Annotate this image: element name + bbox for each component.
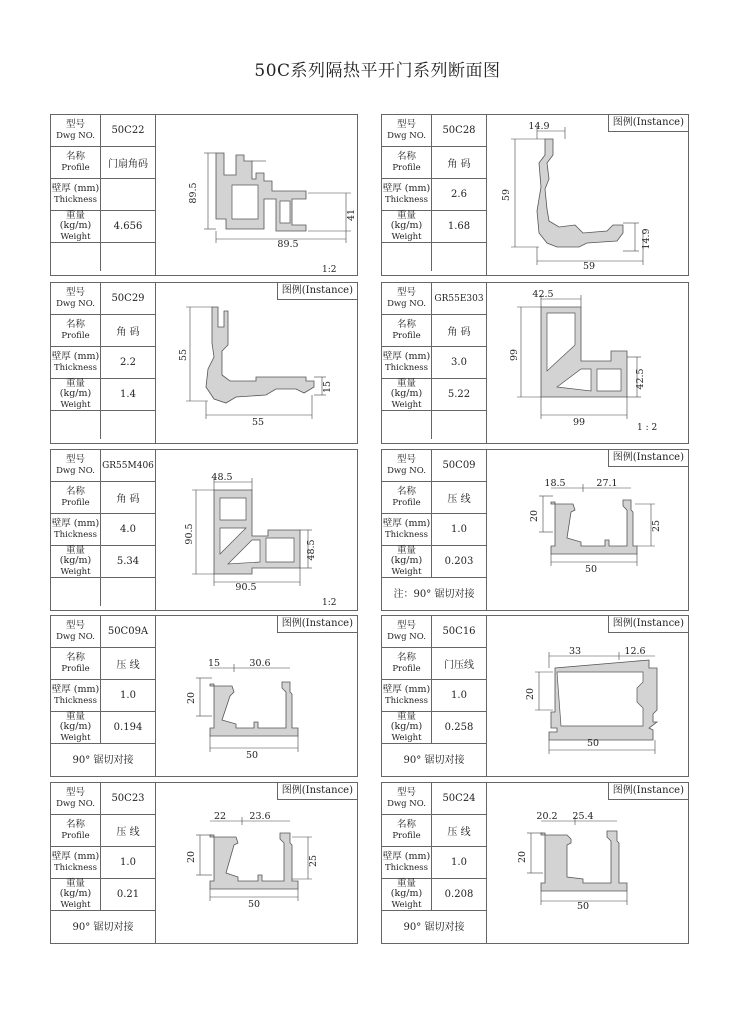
dwg-value: 50C29 — [111, 293, 145, 304]
spec-row-thickness — [51, 514, 155, 546]
dimension-label: 55 — [251, 417, 265, 428]
thickness-value: 1.0 — [451, 690, 467, 701]
dwg-label: 型号 Dwg NO. — [51, 115, 101, 146]
dwg-label: 型号 Dwg NO. — [382, 283, 432, 314]
dimension-label: 50 — [247, 899, 261, 910]
dwg-label: 型号 Dwg NO. — [382, 783, 432, 814]
spec-row-weight — [382, 379, 486, 411]
spec-row-weight — [51, 879, 155, 911]
dimension-label: 12.6 — [624, 646, 646, 657]
spec-table — [382, 616, 487, 776]
spec-row-dwg — [382, 783, 486, 815]
dimension-label: 55 — [178, 348, 189, 362]
profile-card-50c22 — [50, 114, 358, 276]
profile-card-50c09 — [381, 449, 689, 611]
profile-card-gr55e303 — [381, 282, 689, 444]
dwg-value: 50C22 — [111, 125, 145, 136]
weight-value: 5.22 — [447, 389, 471, 400]
profile-card-50c16 — [381, 615, 689, 777]
profile-value: 压 线 — [116, 827, 140, 838]
spec-row-thickness — [382, 179, 486, 211]
profile-value: 角 码 — [116, 494, 140, 505]
spec-row-profile — [382, 815, 486, 847]
instance-tag: 图例(Instance) — [608, 616, 688, 633]
page-title: 50C系列隔热平开门系列断面图 — [254, 61, 501, 81]
dwg-label: 型号 Dwg NO. — [51, 283, 101, 314]
profile-card-50c24 — [381, 782, 689, 944]
profile-card-50c09a — [50, 615, 358, 777]
dimension-label: 20 — [186, 850, 197, 864]
weight-label: 重量 (kg/m) Weight — [51, 712, 101, 743]
spec-table — [382, 283, 487, 443]
dimension-label: 99 — [509, 348, 520, 362]
weight-value: 1.4 — [120, 389, 136, 400]
section-drawing — [487, 115, 688, 275]
profile-value: 角 码 — [447, 159, 471, 170]
instance-tag: 图例(Instance) — [608, 450, 688, 467]
spec-row-weight — [382, 879, 486, 911]
thickness-value: 3.0 — [451, 357, 467, 368]
profile-value: 压 线 — [447, 494, 471, 505]
spec-row-profile — [382, 315, 486, 347]
weight-label: 重量 (kg/m) Weight — [382, 211, 432, 242]
profile-label: 名称 Profile — [382, 815, 432, 846]
profile-card-50c23 — [50, 782, 358, 944]
dimension-label: 14.9 — [528, 121, 550, 132]
dwg-value: 50C09 — [442, 460, 476, 471]
spec-row-note — [51, 411, 155, 439]
cut-note: 注：90° 锯切对接 — [393, 588, 475, 600]
section-drawing — [156, 616, 357, 776]
profile-label: 名称 Profile — [382, 147, 432, 178]
instance-tag: 图例(Instance) — [277, 616, 357, 633]
weight-value: 0.194 — [113, 722, 143, 733]
profile-value: 角 码 — [447, 327, 471, 338]
dimension-label: 90.5 — [235, 582, 257, 593]
spec-row-profile — [51, 147, 155, 179]
spec-row-dwg — [51, 450, 155, 482]
dimension-label: 22 — [213, 811, 227, 822]
spec-row-thickness — [51, 680, 155, 712]
weight-label: 重量 (kg/m) Weight — [382, 379, 432, 410]
profile-label: 名称 Profile — [382, 315, 432, 346]
spec-row-weight — [51, 712, 155, 744]
spec-row-profile — [51, 482, 155, 514]
dimension-label: 20.2 — [536, 811, 558, 822]
dimension-label: 30.6 — [249, 658, 271, 669]
dimension-label: 50 — [586, 738, 600, 749]
spec-row-profile — [51, 315, 155, 347]
dimension-label: 20 — [525, 687, 536, 701]
weight-label: 重量 (kg/m) Weight — [51, 379, 101, 410]
spec-row-weight — [382, 211, 486, 243]
spec-row-thickness — [51, 847, 155, 879]
weight-value: 1.68 — [447, 221, 471, 232]
dimension-label: 42.5 — [532, 289, 554, 300]
weight-label: 重量 (kg/m) Weight — [51, 879, 101, 910]
cut-note: 90° 锯切对接 — [403, 921, 465, 933]
weight-value: 5.34 — [116, 556, 140, 567]
profile-value: 压 线 — [447, 827, 471, 838]
weight-value: 0.203 — [444, 556, 474, 567]
dimension-label: 48.5 — [211, 472, 233, 483]
profile-label: 名称 Profile — [382, 648, 432, 679]
section-drawing — [156, 283, 357, 443]
weight-label: 重量 (kg/m) Weight — [51, 546, 101, 577]
dimension-label: 89.5 — [277, 239, 299, 250]
thickness-label: 壁厚 (mm) Thickness — [382, 514, 432, 545]
weight-label: 重量 (kg/m) Weight — [382, 712, 432, 743]
spec-row-weight — [382, 712, 486, 744]
dimension-label: 50 — [584, 564, 598, 575]
dimension-label: 50 — [245, 750, 259, 761]
spec-table — [51, 616, 156, 776]
cut-note: 90° 锯切对接 — [72, 754, 134, 766]
weight-value: 0.21 — [116, 889, 140, 900]
dwg-label: 型号 Dwg NO. — [51, 783, 101, 814]
profile-value: 压 线 — [116, 660, 140, 671]
profile-label: 名称 Profile — [382, 482, 432, 513]
profile-label: 名称 Profile — [51, 815, 101, 846]
section-drawing — [156, 450, 357, 610]
spec-row-profile — [51, 648, 155, 680]
section-drawing — [156, 115, 357, 275]
thickness-label: 壁厚 (mm) Thickness — [51, 347, 101, 378]
dimension-label: 15 — [207, 658, 221, 669]
thickness-label: 壁厚 (mm) Thickness — [382, 847, 432, 878]
dwg-value: 50C16 — [442, 626, 476, 637]
spec-table — [51, 115, 156, 275]
dimension-label: 90.5 — [184, 523, 195, 545]
dimension-label: 41 — [346, 208, 357, 222]
profile-value: 门压线 — [444, 660, 474, 671]
profile-label: 名称 Profile — [51, 315, 101, 346]
dimension-label: 25 — [308, 854, 319, 868]
spec-row-weight — [51, 211, 155, 243]
spec-row-note — [382, 578, 486, 606]
dwg-label: 型号 Dwg NO. — [382, 616, 432, 647]
spec-row-note — [382, 911, 486, 939]
dwg-value: GR55E303 — [434, 293, 484, 304]
dimension-label: 15 — [322, 380, 333, 394]
dimension-label: 50 — [576, 901, 590, 912]
spec-table — [51, 450, 156, 610]
scale-label: 1 : 2 — [637, 423, 658, 433]
dimension-label: 20 — [529, 509, 540, 523]
section-drawing — [487, 783, 688, 943]
spec-table — [382, 450, 487, 610]
section-drawing — [487, 616, 688, 776]
weight-label: 重量 (kg/m) Weight — [382, 879, 432, 910]
spec-row-thickness — [51, 347, 155, 379]
spec-table — [382, 115, 487, 275]
dimension-label: 25 — [651, 519, 662, 533]
section-drawing — [487, 283, 688, 443]
spec-row-dwg — [382, 450, 486, 482]
dimension-label: 48.5 — [306, 539, 317, 561]
thickness-value: 4.0 — [120, 524, 136, 535]
spec-row-weight — [51, 546, 155, 578]
thickness-value — [101, 179, 155, 210]
spec-row-profile — [382, 648, 486, 680]
spec-row-dwg — [382, 616, 486, 648]
spec-row-thickness — [382, 680, 486, 712]
thickness-label: 壁厚 (mm) Thickness — [382, 179, 432, 210]
thickness-value: 2.2 — [120, 357, 136, 368]
section-drawing — [156, 783, 357, 943]
profile-value: 门扇角码 — [108, 159, 148, 170]
dwg-value: 50C09A — [107, 626, 149, 637]
spec-table — [382, 783, 487, 943]
thickness-value: 2.6 — [451, 189, 467, 200]
dimension-label: 25.4 — [572, 811, 594, 822]
instance-tag: 图例(Instance) — [277, 283, 357, 300]
spec-row-note — [51, 911, 155, 939]
spec-row-profile — [51, 815, 155, 847]
thickness-label: 壁厚 (mm) Thickness — [51, 680, 101, 711]
spec-row-dwg — [51, 616, 155, 648]
dimension-label: 27.1 — [596, 478, 618, 489]
cut-note: 90° 锯切对接 — [403, 754, 465, 766]
spec-row-thickness — [382, 514, 486, 546]
spec-row-weight — [382, 546, 486, 578]
profile-card-50c29 — [50, 282, 358, 444]
weight-label: 重量 (kg/m) Weight — [382, 546, 432, 577]
dimension-label: 18.5 — [544, 478, 566, 489]
dwg-label: 型号 Dwg NO. — [382, 450, 432, 481]
dimension-label: 14.9 — [641, 228, 652, 250]
section-drawing — [487, 450, 688, 610]
weight-value: 0.208 — [444, 889, 474, 900]
spec-row-dwg — [382, 115, 486, 147]
weight-value: 4.656 — [113, 221, 143, 232]
spec-row-note — [51, 243, 155, 271]
spec-row-dwg — [51, 115, 155, 147]
dimension-label: 99 — [572, 417, 586, 428]
spec-row-note — [51, 578, 155, 606]
spec-row-dwg — [51, 783, 155, 815]
dimension-label: 59 — [582, 261, 596, 272]
weight-value: 0.258 — [444, 722, 474, 733]
instance-tag: 图例(Instance) — [277, 783, 357, 800]
profile-card-gr55m406 — [50, 449, 358, 611]
thickness-label: 壁厚 (mm) Thickness — [51, 179, 101, 210]
profile-card-50c28 — [381, 114, 689, 276]
dwg-value: GR55M406 — [102, 460, 154, 471]
dwg-value: 50C24 — [442, 793, 476, 804]
dimension-label: 23.6 — [249, 811, 271, 822]
spec-row-weight — [51, 379, 155, 411]
dimension-label: 42.5 — [635, 368, 646, 390]
dimension-label: 20 — [517, 850, 528, 864]
spec-row-profile — [382, 482, 486, 514]
scale-label: 1:2 — [322, 598, 337, 608]
spec-row-note — [382, 744, 486, 772]
dwg-label: 型号 Dwg NO. — [51, 450, 101, 481]
profile-label: 名称 Profile — [51, 482, 101, 513]
spec-row-dwg — [51, 283, 155, 315]
profile-label: 名称 Profile — [51, 147, 101, 178]
spec-row-note — [51, 744, 155, 772]
spec-row-thickness — [382, 847, 486, 879]
thickness-label: 壁厚 (mm) Thickness — [382, 680, 432, 711]
thickness-label: 壁厚 (mm) Thickness — [51, 514, 101, 545]
spec-row-dwg — [382, 283, 486, 315]
instance-tag: 图例(Instance) — [608, 783, 688, 800]
dimension-label: 33 — [568, 646, 582, 657]
cut-note: 90° 锯切对接 — [72, 921, 134, 933]
thickness-label: 壁厚 (mm) Thickness — [51, 847, 101, 878]
spec-row-thickness — [51, 179, 155, 211]
profile-label: 名称 Profile — [51, 648, 101, 679]
scale-label: 1:2 — [322, 265, 337, 275]
instance-tag: 图例(Instance) — [608, 115, 688, 132]
dimension-label: 59 — [501, 188, 512, 202]
thickness-value: 1.0 — [451, 524, 467, 535]
dimension-label: 20 — [186, 691, 197, 705]
profile-value: 角 码 — [116, 327, 140, 338]
spec-row-thickness — [382, 347, 486, 379]
thickness-value: 1.0 — [120, 857, 136, 868]
dwg-label: 型号 Dwg NO. — [51, 616, 101, 647]
dwg-value: 50C23 — [111, 793, 145, 804]
dwg-value: 50C28 — [442, 125, 476, 136]
thickness-value: 1.0 — [451, 857, 467, 868]
spec-row-profile — [382, 147, 486, 179]
thickness-label: 壁厚 (mm) Thickness — [382, 347, 432, 378]
spec-row-note — [382, 243, 486, 271]
dimension-label: 89.5 — [188, 182, 199, 204]
spec-row-note — [382, 411, 486, 439]
weight-label: 重量 (kg/m) Weight — [51, 211, 101, 242]
spec-table — [51, 783, 156, 943]
spec-table — [51, 283, 156, 443]
thickness-value: 1.0 — [120, 690, 136, 701]
dwg-label: 型号 Dwg NO. — [382, 115, 432, 146]
